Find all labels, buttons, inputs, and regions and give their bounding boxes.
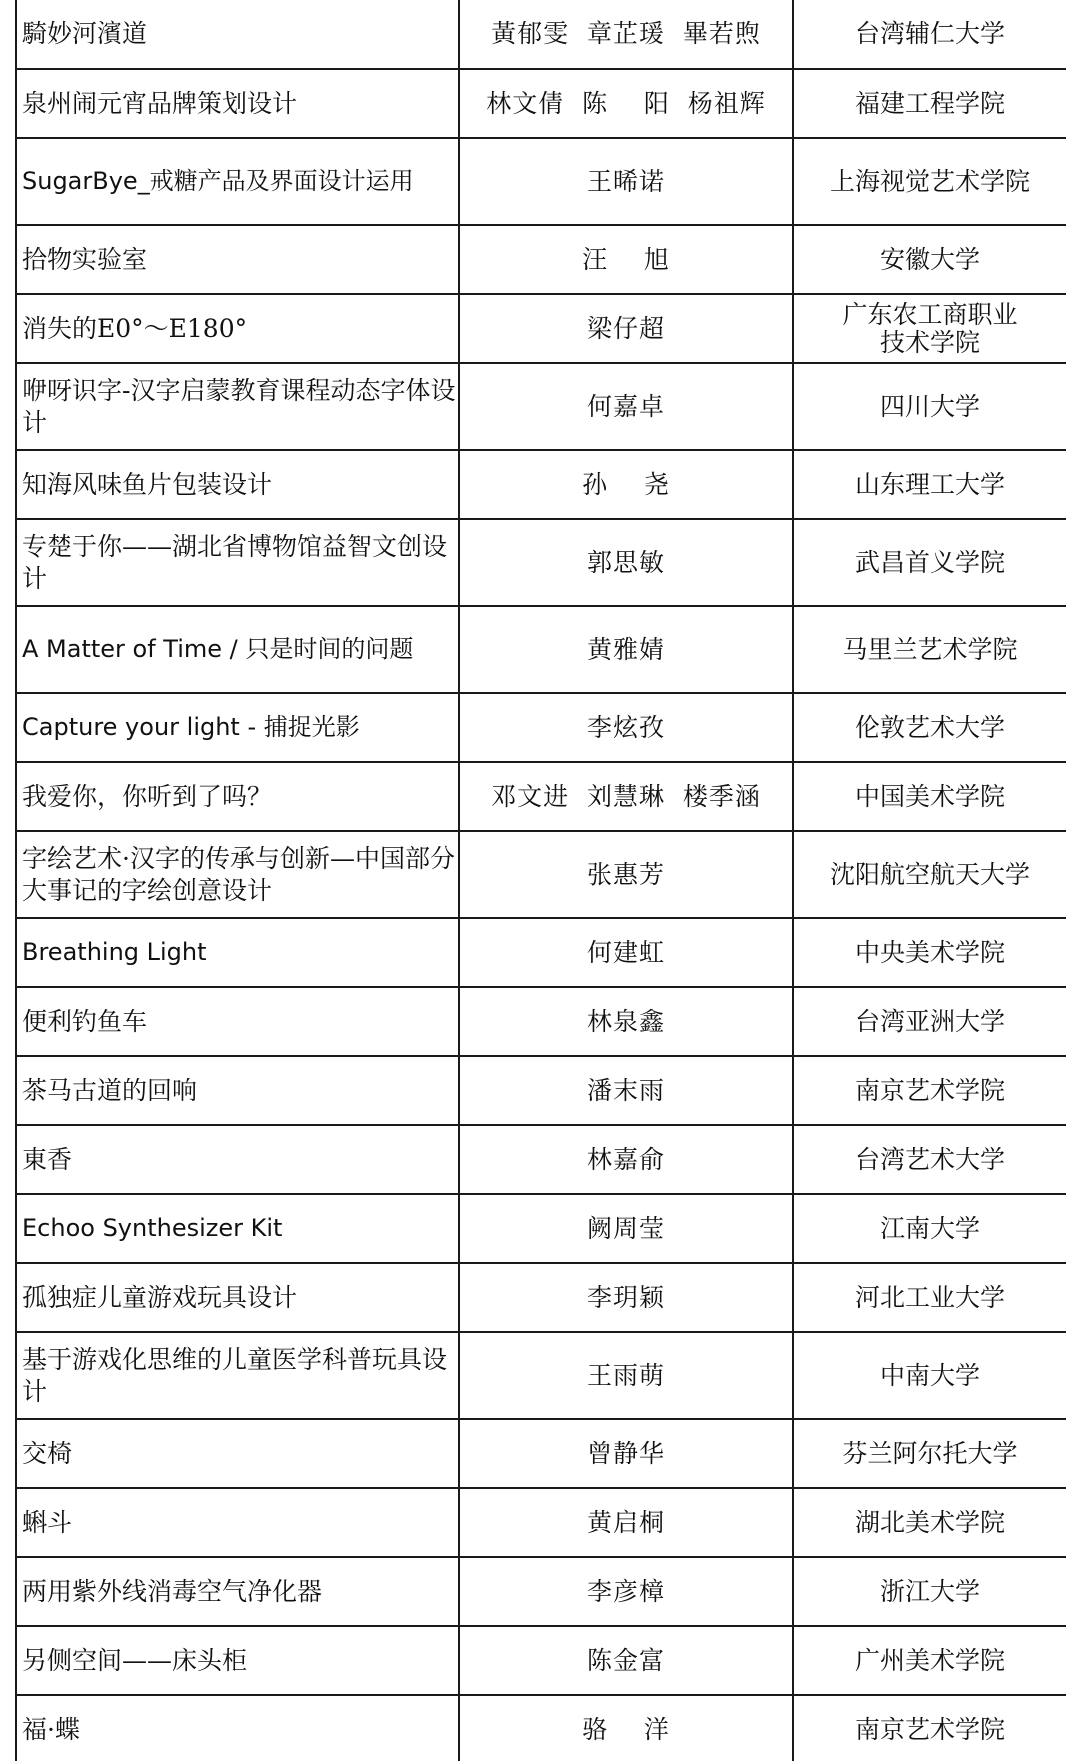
authors-cell: 汪 旭 [459,225,793,294]
work-title-cell: Breathing Light [16,918,459,987]
table-row [16,1194,1066,1263]
school-cell: 中国美术学院 [793,762,1066,831]
authors-cell: 黃郁雯 章芷瑗 畢若煦 [459,0,793,69]
school-cell: 马里兰艺术学院 [793,606,1066,693]
school-cell: 四川大学 [793,363,1066,450]
school-cell: 台湾亚洲大学 [793,987,1066,1056]
table-row [16,1263,1066,1332]
authors-cell: 梁仔超 [459,294,793,363]
authors-cell: 李玥颖 [459,1263,793,1332]
school-cell: 广东农工商职业 技术学院 [793,294,1066,363]
table-row [16,294,1066,363]
school-cell: 台湾艺术大学 [793,1125,1066,1194]
work-title-cell: Echoo Synthesizer Kit [16,1194,459,1263]
work-title-cell: 咿呀识字-汉字启蒙教育课程动态字体设计 [16,363,459,450]
school-cell: 安徽大学 [793,225,1066,294]
work-title-cell: 泉州闹元宵品牌策划设计 [16,69,459,138]
authors-cell: 曾静华 [459,1419,793,1488]
authors-cell: 王雨萌 [459,1332,793,1419]
school-cell: 广州美术学院 [793,1626,1066,1695]
authors-cell: 骆 洋 [459,1695,793,1761]
table-row [16,1332,1066,1419]
authors-cell: 张惠芳 [459,831,793,918]
work-title-cell: 专楚于你——湖北省博物馆益智文创设计 [16,519,459,606]
school-cell: 湖北美术学院 [793,1488,1066,1557]
authors-cell: 何嘉卓 [459,363,793,450]
work-title-cell: 拾物实验室 [16,225,459,294]
work-title-cell: 騎妙河濱道 [16,0,459,69]
work-title-cell: 交椅 [16,1419,459,1488]
table-row [16,606,1066,693]
table-row [16,762,1066,831]
work-title-cell: 茶马古道的回响 [16,1056,459,1125]
award-table [15,0,1066,1761]
authors-cell: 王晞诺 [459,138,793,225]
authors-cell: 黄启桐 [459,1488,793,1557]
work-title-cell: 福·蝶 [16,1695,459,1761]
table-row [16,519,1066,606]
school-cell: 沈阳航空航天大学 [793,831,1066,918]
table-row [16,69,1066,138]
work-title-cell: 字绘艺术·汉字的传承与创新—中国部分大事记的字绘创意设计 [16,831,459,918]
table-row [16,0,1066,69]
authors-cell: 邓文进 刘慧琳 楼季涵 [459,762,793,831]
authors-cell: 孙 尧 [459,450,793,519]
table-row [16,1056,1066,1125]
authors-cell: 林嘉俞 [459,1125,793,1194]
work-title-cell: 两用紫外线消毒空气净化器 [16,1557,459,1626]
authors-cell: 李彦樟 [459,1557,793,1626]
school-cell: 江南大学 [793,1194,1066,1263]
school-cell: 上海视觉艺术学院 [793,138,1066,225]
table-row [16,987,1066,1056]
table-row [16,1557,1066,1626]
table-row [16,1419,1066,1488]
award-table-body [16,0,1066,1761]
work-title-cell: Capture your light - 捕捉光影 [16,693,459,762]
authors-cell: 黄雅婧 [459,606,793,693]
school-cell: 武昌首义学院 [793,519,1066,606]
table-row [16,1626,1066,1695]
authors-cell: 郭思敏 [459,519,793,606]
school-cell: 台湾辅仁大学 [793,0,1066,69]
authors-cell: 林文倩 陈 阳 杨祖辉 [459,69,793,138]
table-row [16,918,1066,987]
authors-cell: 潘末雨 [459,1056,793,1125]
school-cell: 河北工业大学 [793,1263,1066,1332]
authors-cell: 林泉鑫 [459,987,793,1056]
table-row [16,831,1066,918]
table-row [16,693,1066,762]
school-cell: 芬兰阿尔托大学 [793,1419,1066,1488]
authors-cell: 李炫孜 [459,693,793,762]
work-title-cell: 基于游戏化思维的儿童医学科普玩具设计 [16,1332,459,1419]
table-row [16,225,1066,294]
work-title-cell: SugarBye_戒糖产品及界面设计运用 [16,138,459,225]
school-cell: 伦敦艺术大学 [793,693,1066,762]
work-title-cell: 東香 [16,1125,459,1194]
school-cell: 浙江大学 [793,1557,1066,1626]
work-title-cell: 消失的E0°～E180° [16,294,459,363]
work-title-cell: 蝌斗 [16,1488,459,1557]
school-cell: 山东理工大学 [793,450,1066,519]
work-title-cell: 孤独症儿童游戏玩具设计 [16,1263,459,1332]
table-row [16,138,1066,225]
school-cell: 中央美术学院 [793,918,1066,987]
work-title-cell: A Matter of Time / 只是时间的问题 [16,606,459,693]
table-row [16,1695,1066,1761]
school-cell: 南京艺术学院 [793,1056,1066,1125]
table-row [16,1125,1066,1194]
work-title-cell: 便利钓鱼车 [16,987,459,1056]
table-row [16,450,1066,519]
school-cell: 南京艺术学院 [793,1695,1066,1761]
school-cell: 福建工程学院 [793,69,1066,138]
table-row [16,363,1066,450]
school-cell: 中南大学 [793,1332,1066,1419]
award-list-sheet [15,0,1066,1761]
work-title-cell: 另侧空间——床头柜 [16,1626,459,1695]
work-title-cell: 知海风味鱼片包装设计 [16,450,459,519]
authors-cell: 阙周莹 [459,1194,793,1263]
authors-cell: 何建虹 [459,918,793,987]
work-title-cell: 我爱你，你听到了吗？ [16,762,459,831]
table-row [16,1488,1066,1557]
authors-cell: 陈金富 [459,1626,793,1695]
